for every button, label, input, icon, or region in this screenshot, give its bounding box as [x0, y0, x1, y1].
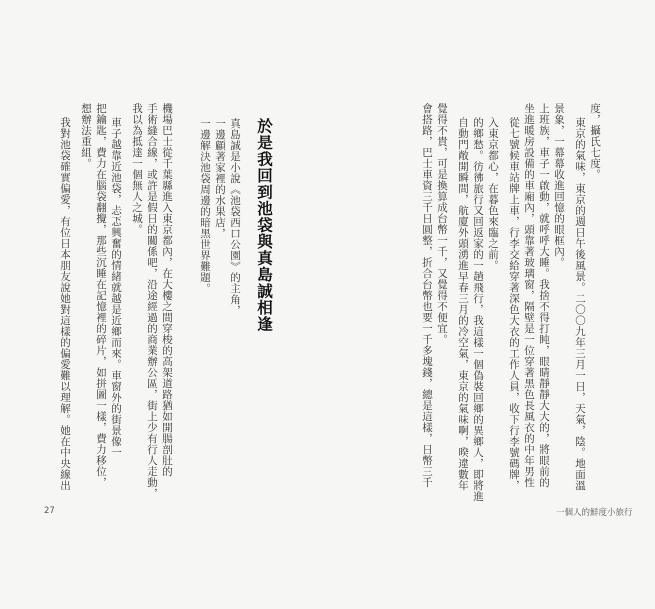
text-column: 景象，一幕幕收進回憶的眼框內。 [553, 103, 565, 268]
text-column: 車子越靠近池袋，忐忑興奮的情緒就越是近鄉而來。車窗外的街景像一 [110, 117, 122, 458]
page-number: 27 [44, 506, 55, 516]
text-column: 東京的氣味，東京的週日午後風景。二〇〇九年三月一日，天氣，陰。地面溫 [574, 117, 586, 491]
text-column: 想辦法重組。 [80, 103, 92, 169]
running-title: 一個人的鮮度小旅行 [556, 508, 633, 518]
text-column: 手術縫合線，或許是假日的關係吧，沿途經過的商業辦公區，街上少有行人走動， [146, 103, 158, 499]
text-column: 坐進暖房設備的車廂內，頭靠著玻璃窗，隔壁是一位穿著黑色長風衣的中年男性 [523, 103, 535, 488]
intro-line: 一邊顧著家裡的水果店， [214, 118, 226, 239]
text-column: 上班族，車子一啟動，就呼呼大睡。我捨不得打盹，眼睛靜靜大大的，將眼前的 [538, 103, 550, 488]
text-column: 從七號候車站牌上車，行李交給穿著深色大衣的工作人員，收下行李號碼牌， [508, 117, 520, 491]
text-column: 我以為抵達一個無人之城。 [131, 103, 143, 235]
text-column: 自動門敞開瞬間，航廈外頭湧進早春三月的冷空氣，東京的氣味啊，暌違數年 [457, 117, 469, 491]
text-column: 的鄉愁。彷彿旅行又回返家的一趟飛行，我這樣一個偽裝回鄉的異鄉人，即將進 [472, 117, 484, 502]
text-column: 覺得不貴，可是換算成台幣一千，又覺得不便宜。 [436, 103, 448, 345]
text-column: 入東京都心，在暮色來臨之前。 [487, 117, 499, 271]
text-column: 機場巴士從千葉縣進入東京都內，在大樓之間穿梭的高架道路猶如開腸剖肚的 [161, 103, 173, 477]
intro-line: 一邊解決池袋周邊的暗黑世界難題。 [199, 118, 211, 294]
text-column: 我對池袋確實偏愛，有位日本朋友說她對這樣的偏愛難以理解。她在中央線出 [59, 117, 71, 491]
text-column: 度，攝氏七度。 [589, 103, 601, 180]
text-column: 會搭路，巴士車資三千日圓整，折合台幣也要一千多塊錢，總是這樣，日幣三千 [421, 103, 433, 488]
intro-line: 真島誠是小說《池袋西口公園》的主角， [229, 118, 241, 316]
text-column: 把鑰匙，費力在腦袋翻攪，那些沉睡在記憶裡的碎片，如拼圖一樣，費力移位， [95, 103, 107, 488]
page-title: 於是我回到池袋與真島誠相逢 [255, 118, 273, 333]
